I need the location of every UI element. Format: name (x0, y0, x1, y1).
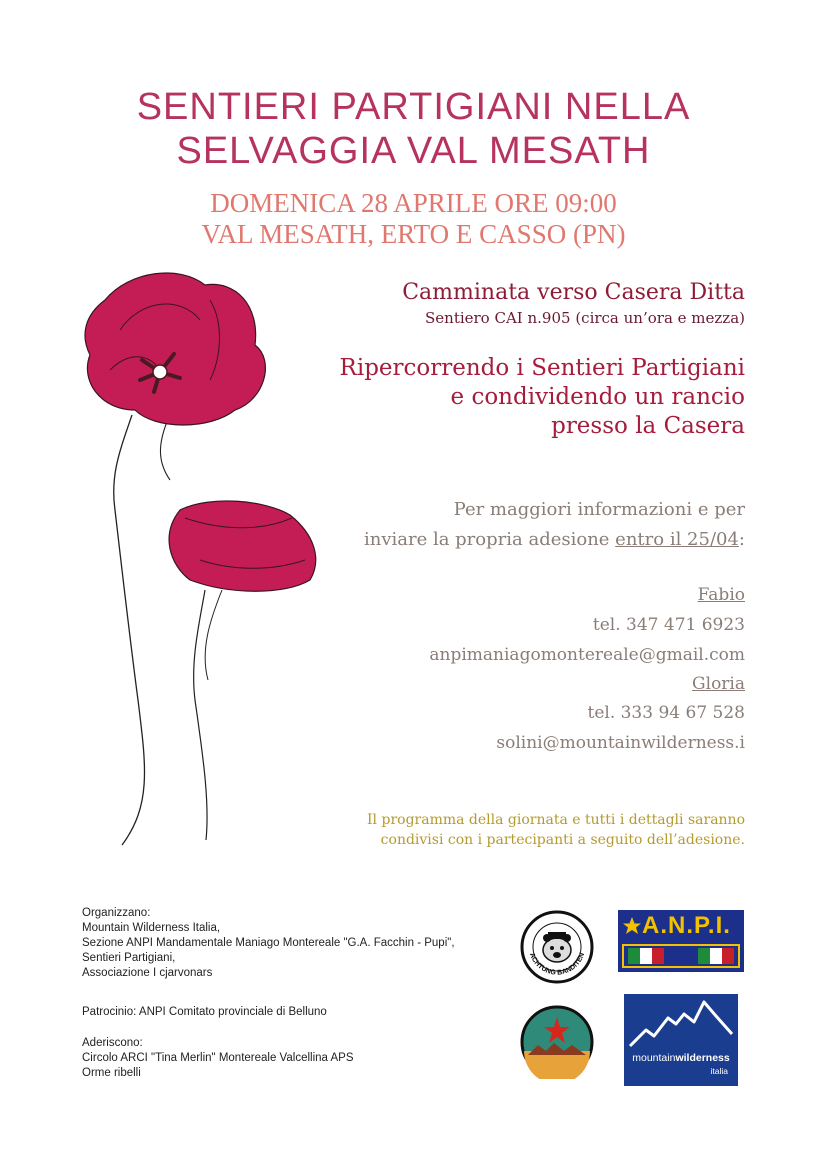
title-line-2: SELVAGGIA VAL MESATH (176, 130, 651, 172)
purpose-line-1: Ripercorrendo i Sentieri Partigiani (339, 355, 745, 381)
info-line-2-suffix: : (738, 529, 745, 550)
organizer-item: Sentieri Partigiani, (82, 952, 176, 964)
mw-name (624, 1052, 738, 1064)
purpose-line-3: presso la Casera (551, 413, 745, 439)
mountain-wilderness-logo (624, 994, 738, 1086)
contact-phone-fabio[interactable]: tel. 347 471 6923 (592, 615, 745, 635)
mw-country: italia (710, 1066, 728, 1076)
orme-ribelli-logo (520, 1005, 594, 1079)
organizer-item: Associazione I cjarvonars (82, 967, 213, 979)
event-date: DOMENICA 28 APRILE ORE 09:00 (210, 188, 617, 218)
walk-title: Camminata verso Casera Ditta (402, 280, 745, 305)
event-when-where (40, 188, 787, 250)
contact-email-gloria[interactable]: solini@mountainwilderness.i (496, 733, 745, 753)
supporters-block (82, 1036, 354, 1081)
info-block (364, 495, 745, 555)
organizers-block (82, 906, 455, 981)
supporter-item: Orme ribelli (82, 1067, 141, 1079)
walk-subtitle: Sentiero CAI n.905 (circa un’ora e mezza) (425, 309, 745, 327)
organizer-item: Mountain Wilderness Italia, (82, 922, 221, 934)
anpi-logo (618, 910, 744, 972)
achtung-text: ACHTUNG BANDITEN (527, 951, 587, 977)
poppy-illustration (60, 260, 350, 860)
star-icon (622, 916, 642, 936)
anpi-flags (622, 944, 740, 968)
deadline: entro il 25/04 (615, 529, 739, 550)
organizer-item: Sezione ANPI Mandamentale Maniago Montereale "G.A. Facchin - Pupi", (82, 937, 455, 949)
info-line-2-prefix: inviare la propria adesione (363, 529, 616, 550)
supporters-label: Aderiscono: (82, 1037, 143, 1049)
mw-prefix: mountain (632, 1052, 676, 1064)
contact-email-fabio[interactable]: anpimaniagomontereale@gmail.com (429, 645, 745, 665)
anpi-text: A.N.P.I. (642, 912, 731, 939)
contact-name-fabio: Fabio (697, 585, 745, 605)
info-line-1: Per maggiori informazioni e per (453, 499, 745, 520)
organizers-label: Organizzano: (82, 907, 151, 919)
mw-bold: wilderness (675, 1052, 730, 1064)
supporter-item: Circolo ARCI "Tina Merlin" Montereale Valcellina APS (82, 1052, 354, 1064)
note-line-2: condivisi con i partecipanti a seguito dell’adesione. (380, 832, 745, 848)
contact-name-gloria: Gloria (692, 674, 745, 694)
info-line-2 (364, 525, 745, 555)
title-line-1: SENTIERI PARTIGIANI NELLA (136, 86, 691, 128)
purpose-line-2: e condividendo un rancio (450, 384, 745, 410)
mountain-icon (624, 994, 738, 1052)
event-place: VAL MESATH, ERTO E CASSO (PN) (201, 219, 626, 249)
note-line-1: Il programma della giornata e tutti i dettagli saranno (367, 812, 745, 828)
patronage: Patrocinio: ANPI Comitato provinciale di Belluno (82, 1006, 327, 1018)
purpose-block (340, 354, 745, 441)
contact-phone-gloria[interactable]: tel. 333 94 67 528 (587, 703, 745, 723)
event-title (40, 85, 787, 173)
achtung-banditen-logo (520, 910, 594, 984)
program-note (367, 810, 745, 850)
